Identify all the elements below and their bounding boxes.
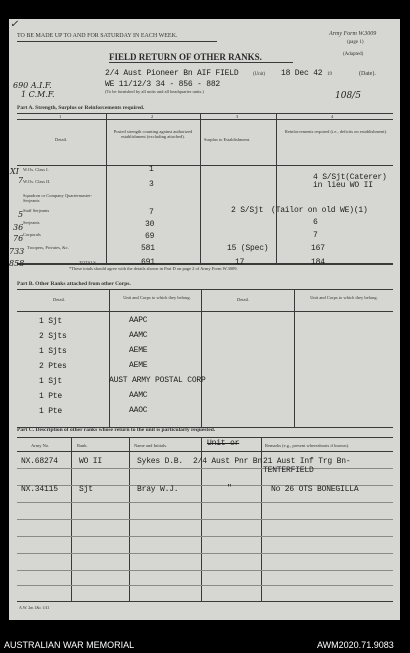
- row-surplus: 2 S/Sjt: [231, 206, 264, 215]
- form-adapted: (Adapted): [343, 52, 364, 57]
- c-name: Bray W.J.: [137, 485, 179, 494]
- row-margin: 733: [9, 247, 25, 256]
- check-mark: ✓: [10, 19, 19, 30]
- row-margin: 36: [13, 223, 24, 232]
- b-detail: 2 Sjts: [39, 332, 67, 341]
- footer-credit: AUSTRALIAN WAR MEMORIAL: [4, 640, 135, 650]
- col-num-2: 2: [151, 114, 154, 119]
- b-detail: 1 Sjts: [39, 347, 67, 356]
- c-unit: 2/4 Aust Pnr Bn: [193, 457, 263, 466]
- row-detail: Troopers, Privates, &c.: [27, 245, 69, 250]
- row-margin: 5: [18, 210, 24, 219]
- totals-margin: 858: [9, 259, 25, 268]
- b-detail: 1 Pte: [39, 407, 63, 416]
- row-posted: 581: [141, 244, 155, 253]
- c-head-army-no: Army No.: [31, 443, 50, 448]
- form-title: FIELD RETURN OF OTHER RANKS.: [109, 52, 262, 62]
- return-date: 18 Dec 42: [281, 69, 323, 78]
- totals-note: *These totals should agree with the details shown in Part D on page 2 of Army Form W.3009.: [69, 266, 238, 271]
- b-unit: AEME: [129, 361, 148, 370]
- col-num-4: 4: [331, 114, 334, 119]
- field-return-form: [9, 19, 400, 620]
- part-c-title: Part C. Description of other ranks whose return to the unit is particularly requested.: [17, 427, 216, 433]
- row-margin: 76: [13, 234, 24, 243]
- c-head-name: Name and Initials.: [134, 443, 168, 448]
- c-rank: WO II: [79, 457, 103, 466]
- c-unit: ": [227, 484, 232, 493]
- top-instruction: TO BE MADE UP TO AND FOR SATURDAY IN EACH WEEK.: [17, 33, 178, 39]
- b-detail: 1 Sjt: [39, 377, 63, 386]
- b-head-detail-1: Detail.: [53, 297, 66, 302]
- row-reinf: 6: [313, 218, 318, 227]
- row-reinf: 4 S/Sjt(Caterer) in lieu WO II: [313, 173, 387, 190]
- hand-ref: 108/5: [335, 91, 361, 101]
- c-head-unit: Unit or: [207, 439, 240, 448]
- c-remarks: 21 Aust Inf Trg Bn- TENTERFIELD: [263, 457, 351, 475]
- row-detail: Corporals: [23, 232, 41, 237]
- row-posted: 69: [145, 232, 155, 241]
- b-unit: AUST ARMY POSTAL CORP: [109, 376, 206, 385]
- totals-surplus: 17: [235, 258, 245, 267]
- row-posted: 30: [145, 220, 155, 229]
- b-detail: 2 Ptes: [39, 362, 67, 371]
- part-a-title: Part A. Strength, Surplus or Reinforcements required.: [17, 105, 145, 111]
- row-detail: W.Os. Class I.: [23, 167, 49, 172]
- hand-cmf: 1 C.M.F.: [21, 90, 55, 99]
- hand-aif: 690 A.I.F.: [13, 81, 52, 90]
- b-unit: AAPC: [129, 316, 148, 325]
- col-head-posted: Posted strength counting against authorized establishment (excluding attached).: [113, 129, 193, 139]
- totals-posted: 691: [141, 258, 155, 267]
- row-reinf: (Tailor on old WE)(1): [271, 206, 368, 215]
- row-detail: Squadron or Company Quartermaster-Serjeants: [23, 193, 93, 203]
- row-posted: 7: [149, 208, 154, 217]
- reference-line: WE 11/12/3 34 - 856 - 882: [105, 80, 221, 89]
- totals-label: TOTALS: [79, 260, 96, 265]
- b-head-unit-1: Unit and Corps to which they belong.: [123, 295, 191, 300]
- c-name: Sykes D.B.: [137, 457, 184, 466]
- unit-name: 2/4 Aust Pioneer Bn AIF FIELD: [105, 69, 239, 78]
- col-head-surplus: Surplus to Establishment.: [204, 137, 251, 142]
- form-number: Army Form W.3009: [329, 31, 377, 37]
- b-unit: AAOC: [129, 406, 148, 415]
- row-reinf: 167: [311, 244, 325, 253]
- totals-reinf: 184: [311, 258, 325, 267]
- col-head-detail: Detail.: [55, 137, 68, 142]
- col-num-3: 3: [236, 114, 239, 119]
- row-margin: 7: [18, 176, 24, 185]
- b-unit: AAMC: [129, 331, 148, 340]
- b-unit: AAMC: [129, 391, 148, 400]
- c-army-no: NX.68274: [21, 457, 58, 466]
- print-code: A.W. 2m 1&c 1/41: [19, 605, 50, 610]
- col-num-1: 1: [59, 114, 62, 119]
- row-detail: Staff Serjeants: [23, 208, 50, 213]
- row-reinf: 7: [313, 231, 318, 240]
- c-army-no: NX.34115: [21, 485, 58, 494]
- row-detail: Serjeants: [23, 220, 40, 225]
- b-unit: AEME: [129, 346, 148, 355]
- row-detail: W.Os. Class II.: [23, 179, 51, 184]
- part-b-title: Part B. Other Ranks attached from other Corps.: [17, 281, 131, 287]
- row-posted: 3: [149, 180, 154, 189]
- b-detail: 1 Sjt: [39, 317, 63, 326]
- footer-accession: AWM2020.71.9083: [317, 640, 394, 650]
- c-head-remarks: Remarks (e.g., present whereabouts if known).: [265, 443, 350, 448]
- c-remarks: No 26 OTS BONEGILLA: [271, 485, 359, 494]
- year-mark: 19: [327, 72, 332, 77]
- c-rank: Sjt: [79, 485, 93, 494]
- b-head-unit-2: Unit and Corps to which they belong.: [310, 295, 378, 300]
- date-label: (Date).: [359, 71, 376, 77]
- row-surplus: 15 (Spec): [227, 244, 269, 253]
- c-head-rank: Rank.: [77, 443, 88, 448]
- row-posted: 1: [149, 165, 154, 174]
- row-margin: XI: [10, 167, 19, 176]
- form-page: (page 1): [347, 40, 364, 45]
- unit-suffix: (Unit): [253, 72, 266, 77]
- reference-note: (To be furnished by all units and all headquarter units.): [105, 89, 204, 94]
- col-head-reinf: Reinforcements required (i.e., deficits on establishment).: [284, 129, 388, 134]
- b-head-detail-2: Detail.: [237, 297, 250, 302]
- b-detail: 1 Pte: [39, 392, 63, 401]
